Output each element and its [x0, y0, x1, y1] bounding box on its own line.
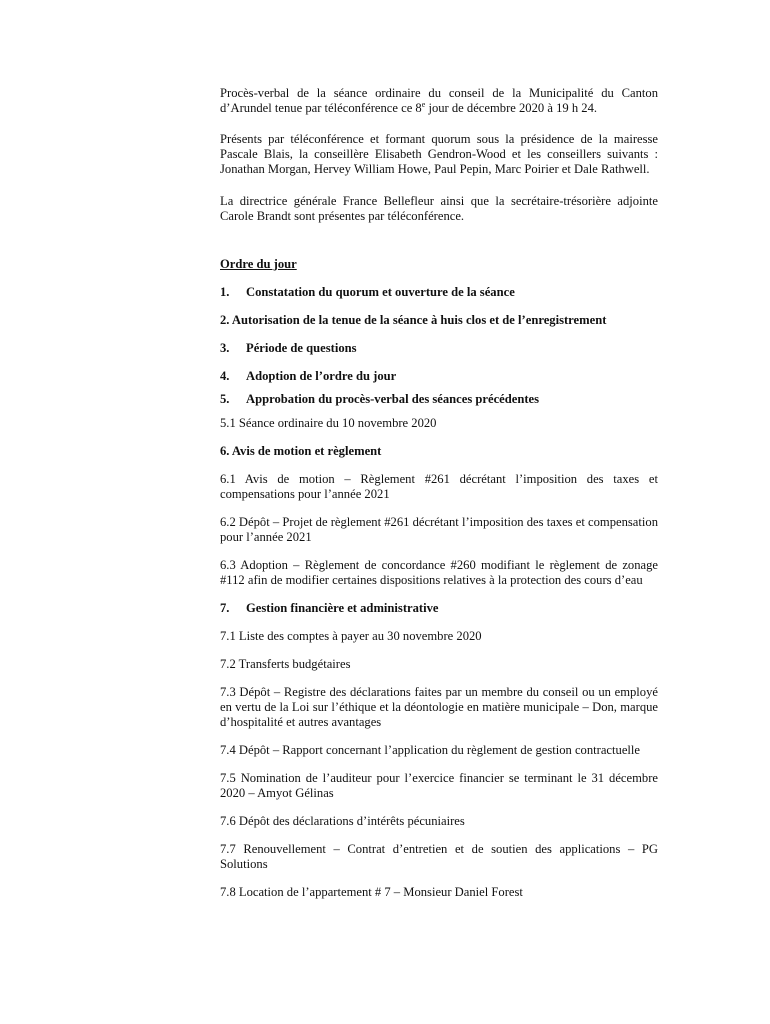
item-number: 7.: [220, 601, 230, 615]
agenda-item-7-4: 7.4 Dépôt – Rapport concernant l’application du règlement de gestion contractuelle: [220, 743, 640, 757]
agenda-item-7-1: 7.1 Liste des comptes à payer au 30 novembre 2020: [220, 629, 482, 643]
item-text: Constatation du quorum et ouverture de la séance: [246, 285, 515, 299]
agenda-item-5-1: 5.1 Séance ordinaire du 10 novembre 2020: [220, 416, 437, 430]
item-text: Adoption de l’ordre du jour: [246, 369, 397, 383]
item-number: 3.: [220, 341, 230, 355]
agenda-item-3: [220, 341, 658, 356]
item-number: 4.: [220, 369, 230, 383]
item-number: 1.: [220, 285, 230, 299]
agenda-item-6-2: 6.2 Dépôt – Projet de règlement #261 décrétant l’imposition des taxes et compensation pour l’année 2021: [220, 515, 658, 544]
document-page: [220, 86, 658, 900]
agenda-item-7-6: 7.6 Dépôt des déclarations d’intérêts pécuniaires: [220, 814, 465, 828]
agenda-item-7-5: 7.5 Nomination de l’auditeur pour l’exercice financier se terminant le 31 décembre 2020 – Amyot Gélinas: [220, 771, 658, 800]
intro-paragraph-3: La directrice générale France Bellefleur ainsi que la secrétaire-trésorière adjointe Carole Brandt sont présentes par téléconférence.: [220, 194, 658, 223]
agenda-item-4: [220, 369, 658, 384]
agenda-item-7-8: 7.8 Location de l’appartement # 7 – Monsieur Daniel Forest: [220, 885, 523, 899]
agenda-item-5: [220, 392, 658, 407]
intro-text-b: jour de décembre 2020 à 19 h 24.: [425, 101, 598, 115]
agenda-item-7-2: 7.2 Transferts budgétaires: [220, 657, 351, 671]
item-text: Gestion financière et administrative: [246, 601, 439, 615]
intro-text-a: Procès-verbal de la séance ordinaire du conseil de la Municipalité du Canton d’Arundel tenue par téléconférence ce 8: [220, 86, 658, 115]
item-text: Période de questions: [246, 341, 357, 355]
agenda-item-7: [220, 601, 658, 616]
agenda-item-2: 2. Autorisation de la tenue de la séance à huis clos et de l’enregistrement: [220, 313, 607, 327]
agenda-item-6-3: 6.3 Adoption – Règlement de concordance #260 modifiant le règlement de zonage #112 afin de modifier certaines dispositions relatives à la protection des cours d’eau: [220, 558, 658, 587]
agenda-item-1: [220, 285, 658, 300]
agenda-item-7-3: 7.3 Dépôt – Registre des déclarations faites par un membre du conseil ou un employé en vertu de la Loi sur l’éthique et la déontologie en matière municipale – Don, marque d’hospitalité et autres avantages: [220, 685, 658, 729]
intro-paragraph-2: Présents par téléconférence et formant quorum sous la présidence de la mairesse Pascale Blais, la conseillère Elisabeth Gendron-Wood et les conseillers suivants : Jonathan Morgan, Hervey William Howe, Paul Pepin, Marc Poirier et Dale Rathwell.: [220, 132, 658, 176]
intro-paragraph-1: [220, 86, 658, 116]
agenda-title: Ordre du jour: [220, 257, 297, 271]
item-text: Approbation du procès-verbal des séances précédentes: [246, 392, 540, 406]
agenda-item-6-1: 6.1 Avis de motion – Règlement #261 décrétant l’imposition des taxes et compensations pour l’année 2021: [220, 472, 658, 501]
agenda-item-6: 6. Avis de motion et règlement: [220, 444, 382, 458]
item-number: 5.: [220, 392, 230, 406]
ordinal-superscript: e: [421, 99, 426, 109]
agenda-item-7-7: 7.7 Renouvellement – Contrat d’entretien et de soutien des applications – PG Solutions: [220, 842, 658, 871]
